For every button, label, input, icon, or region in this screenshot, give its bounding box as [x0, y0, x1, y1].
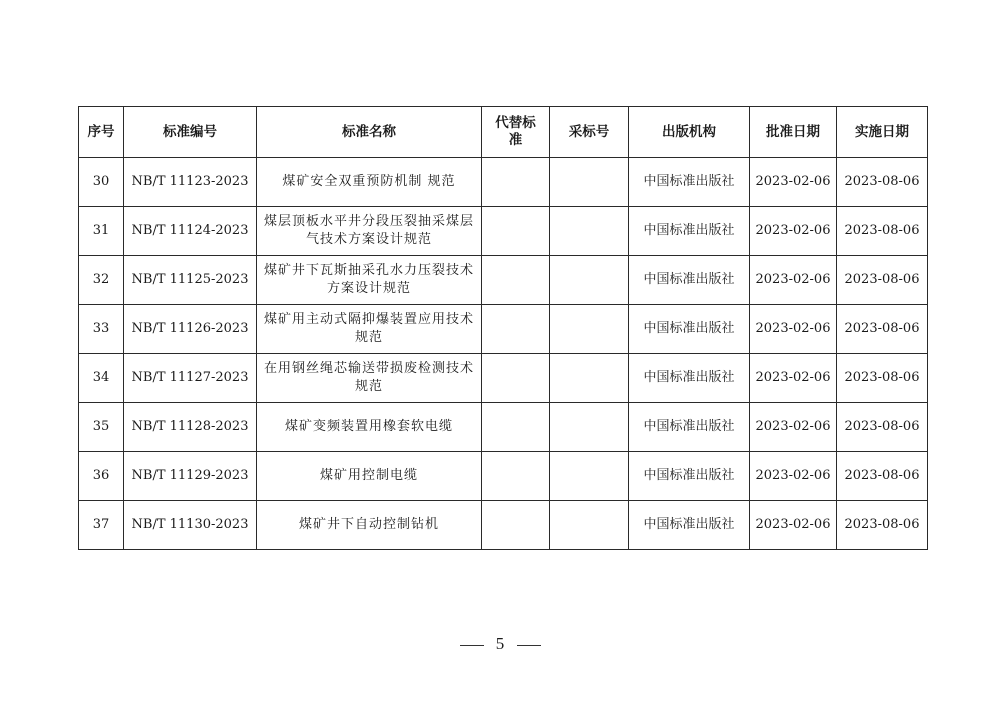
standards-table	[78, 106, 928, 550]
table-row	[79, 501, 928, 550]
row-adopted-code	[550, 207, 629, 256]
row-approval-date: 2023-02-06	[750, 452, 837, 501]
row-publisher: 中国标准出版社	[629, 403, 750, 452]
row-approval-date: 2023-02-06	[750, 305, 837, 354]
row-replaces	[482, 158, 550, 207]
page-number: 5	[495, 634, 505, 653]
row-adopted-code	[550, 158, 629, 207]
row-standard-code: NB/T 11124-2023	[124, 207, 257, 256]
row-standard-name: 煤矿井下瓦斯抽采孔水力压裂技术方案设计规范	[257, 256, 482, 305]
row-effective-date: 2023-08-06	[837, 207, 928, 256]
row-standard-name: 煤矿安全双重预防机制 规范	[257, 158, 482, 207]
row-publisher: 中国标准出版社	[629, 452, 750, 501]
row-index: 31	[79, 207, 124, 256]
row-effective-date: 2023-08-06	[837, 158, 928, 207]
table-row	[79, 158, 928, 207]
row-effective-date: 2023-08-06	[837, 354, 928, 403]
row-standard-code: NB/T 11126-2023	[124, 305, 257, 354]
row-replaces	[482, 452, 550, 501]
row-index: 32	[79, 256, 124, 305]
table-row	[79, 305, 928, 354]
row-adopted-code	[550, 305, 629, 354]
table-row	[79, 403, 928, 452]
row-standard-code: NB/T 11127-2023	[124, 354, 257, 403]
header-standard-code: 标准编号	[124, 107, 257, 158]
row-standard-name: 在用钢丝绳芯输送带损废检测技术规范	[257, 354, 482, 403]
table-header-row	[79, 107, 928, 158]
row-effective-date: 2023-08-06	[837, 305, 928, 354]
row-standard-code: NB/T 11123-2023	[124, 158, 257, 207]
row-effective-date: 2023-08-06	[837, 501, 928, 550]
row-index: 37	[79, 501, 124, 550]
page-footer	[0, 634, 1000, 654]
table-row	[79, 207, 928, 256]
row-adopted-code	[550, 452, 629, 501]
table-row	[79, 256, 928, 305]
header-publisher: 出版机构	[629, 107, 750, 158]
row-publisher: 中国标准出版社	[629, 158, 750, 207]
page-number-dash-right	[517, 645, 541, 646]
table-row	[79, 354, 928, 403]
row-adopted-code	[550, 501, 629, 550]
header-replaces: 代替标准	[482, 107, 550, 158]
row-standard-code: NB/T 11125-2023	[124, 256, 257, 305]
row-approval-date: 2023-02-06	[750, 158, 837, 207]
row-publisher: 中国标准出版社	[629, 501, 750, 550]
row-publisher: 中国标准出版社	[629, 256, 750, 305]
table-body	[79, 158, 928, 550]
row-adopted-code	[550, 256, 629, 305]
row-standard-name: 煤矿用控制电缆	[257, 452, 482, 501]
row-index: 33	[79, 305, 124, 354]
row-approval-date: 2023-02-06	[750, 207, 837, 256]
row-approval-date: 2023-02-06	[750, 354, 837, 403]
header-index: 序号	[79, 107, 124, 158]
table-row	[79, 452, 928, 501]
row-index: 34	[79, 354, 124, 403]
row-effective-date: 2023-08-06	[837, 256, 928, 305]
row-effective-date: 2023-08-06	[837, 452, 928, 501]
row-replaces	[482, 403, 550, 452]
row-standard-name: 煤矿井下自动控制钻机	[257, 501, 482, 550]
row-publisher: 中国标准出版社	[629, 354, 750, 403]
header-standard-name: 标准名称	[257, 107, 482, 158]
row-replaces	[482, 207, 550, 256]
row-replaces	[482, 256, 550, 305]
row-index: 36	[79, 452, 124, 501]
row-approval-date: 2023-02-06	[750, 501, 837, 550]
page-number-dash-left	[460, 645, 484, 646]
row-effective-date: 2023-08-06	[837, 403, 928, 452]
row-standard-name: 煤矿用主动式隔抑爆装置应用技术规范	[257, 305, 482, 354]
row-standard-name: 煤层顶板水平井分段压裂抽采煤层气技术方案设计规范	[257, 207, 482, 256]
row-standard-code: NB/T 11130-2023	[124, 501, 257, 550]
row-adopted-code	[550, 403, 629, 452]
row-adopted-code	[550, 354, 629, 403]
row-standard-code: NB/T 11129-2023	[124, 452, 257, 501]
header-adopted-code: 采标号	[550, 107, 629, 158]
row-replaces	[482, 501, 550, 550]
row-standard-name: 煤矿变频装置用橡套软电缆	[257, 403, 482, 452]
row-index: 35	[79, 403, 124, 452]
row-replaces	[482, 305, 550, 354]
row-replaces	[482, 354, 550, 403]
row-index: 30	[79, 158, 124, 207]
row-standard-code: NB/T 11128-2023	[124, 403, 257, 452]
row-approval-date: 2023-02-06	[750, 256, 837, 305]
header-approval-date: 批准日期	[750, 107, 837, 158]
row-publisher: 中国标准出版社	[629, 305, 750, 354]
header-effective-date: 实施日期	[837, 107, 928, 158]
row-approval-date: 2023-02-06	[750, 403, 837, 452]
row-publisher: 中国标准出版社	[629, 207, 750, 256]
